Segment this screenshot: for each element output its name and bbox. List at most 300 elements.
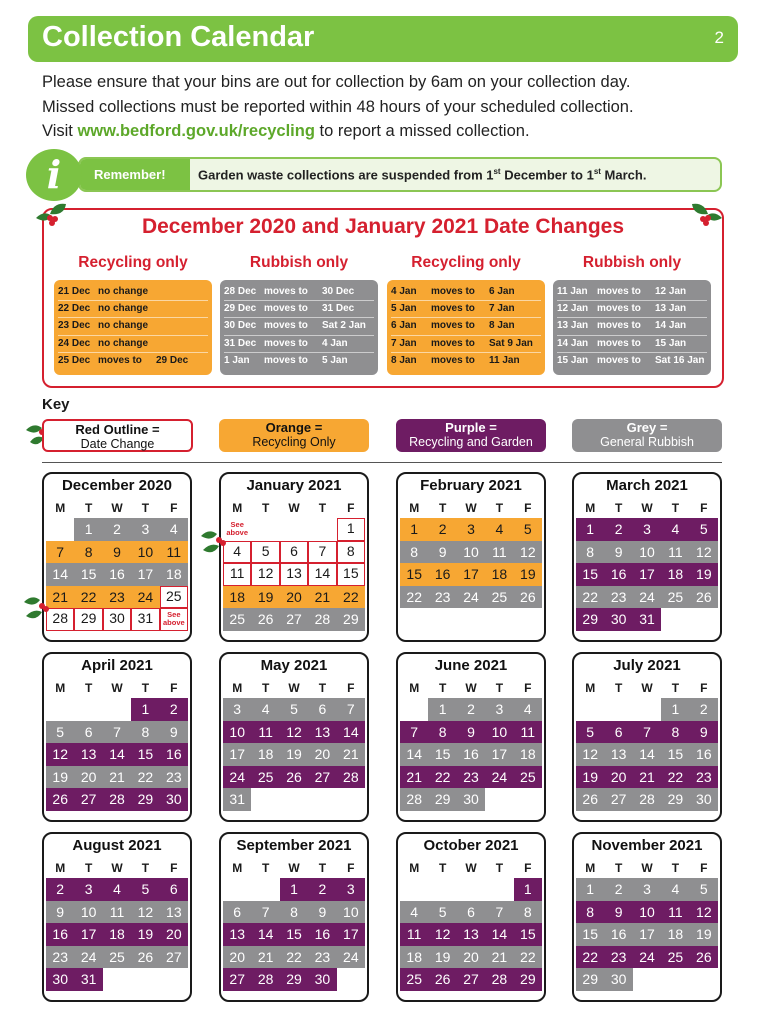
calendar-day: 13 bbox=[280, 563, 308, 586]
calendar-day: 23 bbox=[604, 946, 632, 969]
notice-text-2: December to 1 bbox=[500, 167, 594, 183]
calendar-day: 4 bbox=[160, 518, 188, 541]
calendar-day: 20 bbox=[280, 586, 308, 609]
calendar-day: 25 bbox=[661, 946, 689, 969]
calendar-day-empty bbox=[485, 878, 513, 901]
weekday-label: W bbox=[465, 681, 477, 695]
weekday-label: T bbox=[84, 501, 93, 515]
calendar-day: 1 bbox=[576, 878, 604, 901]
change-new: Sat 2 Jan bbox=[322, 320, 366, 332]
calendar-day: 22 bbox=[576, 946, 604, 969]
calendar-day: 11 bbox=[514, 721, 542, 744]
month-title: January 2021 bbox=[246, 477, 342, 494]
calendar-week bbox=[223, 946, 365, 969]
calendar-day: 28 bbox=[633, 788, 661, 811]
calendar-day: 30 bbox=[604, 968, 632, 991]
key-grey-desc: General Rubbish bbox=[600, 435, 694, 449]
key-recycling-garden bbox=[396, 419, 546, 452]
weekday-label: T bbox=[671, 501, 680, 515]
calendar-day: 22 bbox=[280, 946, 308, 969]
calendar-day-empty bbox=[103, 698, 131, 721]
change-row bbox=[557, 301, 707, 318]
calendar-day: 7 bbox=[103, 721, 131, 744]
calendar-day: 13 bbox=[604, 743, 632, 766]
calendar-day-empty bbox=[661, 968, 689, 991]
calendar-day: 31 bbox=[223, 788, 251, 811]
calendar-day: 12 bbox=[576, 743, 604, 766]
weekday-header bbox=[400, 858, 542, 878]
weekday-label: F bbox=[524, 501, 532, 515]
calendar-day: 27 bbox=[280, 608, 308, 631]
calendar-day: 29 bbox=[661, 788, 689, 811]
calendar-day: 1 bbox=[514, 878, 542, 901]
calendar-week bbox=[576, 541, 718, 564]
calendar-day: 13 bbox=[223, 923, 251, 946]
change-date: 30 Dec bbox=[224, 320, 257, 332]
calendar-week bbox=[223, 586, 365, 609]
weekday-label: T bbox=[141, 681, 150, 695]
calendar-day: 21 bbox=[485, 946, 513, 969]
calendar-day: 22 bbox=[337, 586, 365, 609]
calendar-week bbox=[576, 518, 718, 541]
calendar-day: 3 bbox=[223, 698, 251, 721]
change-row bbox=[391, 284, 541, 301]
calendar-day: 27 bbox=[160, 946, 188, 969]
weekday-label: M bbox=[585, 681, 596, 695]
calendar-day: 2 bbox=[604, 878, 632, 901]
weekday-header bbox=[223, 498, 365, 518]
calendar-day: 18 bbox=[160, 563, 188, 586]
change-new: 8 Jan bbox=[489, 320, 515, 332]
calendar-day: 2 bbox=[103, 518, 131, 541]
calendar-day: 6 bbox=[457, 901, 485, 924]
calendar-day: 15 bbox=[514, 923, 542, 946]
month-title: February 2021 bbox=[420, 477, 522, 494]
calendar-day: 14 bbox=[633, 743, 661, 766]
calendar-day: 27 bbox=[74, 788, 102, 811]
change-row bbox=[557, 318, 707, 335]
calendar-day: 30 bbox=[308, 968, 336, 991]
change-new: Sat 9 Jan bbox=[489, 337, 533, 349]
calendar-day: 24 bbox=[457, 586, 485, 609]
month-title: October 2021 bbox=[423, 837, 519, 854]
calendar-day-empty bbox=[400, 698, 428, 721]
calendar-day: 1 bbox=[661, 698, 689, 721]
calendar-day: 6 bbox=[604, 721, 632, 744]
calendar-day: 8 bbox=[661, 721, 689, 744]
change-new: 6 Jan bbox=[489, 286, 515, 297]
calendar-day: 17 bbox=[633, 563, 661, 586]
calendar-day: 11 bbox=[661, 901, 689, 924]
calendar-day: 5 bbox=[251, 541, 279, 564]
weekday-label: M bbox=[55, 861, 66, 875]
change-row bbox=[391, 318, 541, 335]
change-new: 11 Jan bbox=[489, 354, 520, 366]
calendar-day: 8 bbox=[337, 541, 365, 564]
calendar-week bbox=[223, 743, 365, 766]
calendar-day: 15 bbox=[428, 743, 456, 766]
calendar-day-empty bbox=[337, 968, 365, 991]
weekday-label: T bbox=[84, 681, 93, 695]
calendar-week bbox=[400, 541, 542, 564]
calendar-day: 12 bbox=[280, 721, 308, 744]
weekday-label: T bbox=[671, 861, 680, 875]
calendar-day: 27 bbox=[223, 968, 251, 991]
calendar-day-empty bbox=[690, 608, 718, 631]
change-new: 13 Jan bbox=[655, 303, 687, 315]
change-date: 25 Dec bbox=[58, 354, 91, 366]
weekday-label: M bbox=[409, 681, 420, 695]
calendar-week bbox=[400, 923, 542, 946]
holly-icon bbox=[20, 590, 60, 624]
weekday-label: T bbox=[261, 861, 270, 875]
calendar-day: 18 bbox=[485, 563, 513, 586]
calendar-day: 10 bbox=[633, 901, 661, 924]
calendar-day-empty bbox=[46, 698, 74, 721]
calendar-day-empty bbox=[308, 518, 336, 541]
month-title: September 2021 bbox=[236, 837, 352, 854]
weekday-label: W bbox=[641, 501, 653, 515]
calendar-week bbox=[223, 968, 365, 991]
calendar-day: 17 bbox=[74, 923, 102, 946]
calendar-week bbox=[400, 968, 542, 991]
change-date: 5 Jan bbox=[391, 303, 417, 315]
remember-text bbox=[198, 167, 646, 182]
month-title: August 2021 bbox=[72, 837, 162, 854]
calendar-day: 4 bbox=[103, 878, 131, 901]
calendar-day: 26 bbox=[690, 946, 718, 969]
weekday-label: F bbox=[170, 681, 178, 695]
intro-line-3 bbox=[42, 119, 742, 144]
calendar-day-empty bbox=[251, 788, 279, 811]
calendar-day: 22 bbox=[428, 766, 456, 789]
calendar-day: 2 bbox=[46, 878, 74, 901]
weekday-label: F bbox=[700, 681, 708, 695]
calendar-day: 18 bbox=[103, 923, 131, 946]
change-date: 8 Jan bbox=[391, 354, 417, 366]
calendar-day: 14 bbox=[400, 743, 428, 766]
calendar-day: 3 bbox=[337, 878, 365, 901]
calendar-week bbox=[46, 743, 188, 766]
calendar-week bbox=[576, 698, 718, 721]
calendar-week bbox=[46, 721, 188, 744]
change-action: moves to bbox=[597, 320, 641, 332]
calendar-day: 21 bbox=[337, 743, 365, 766]
weekday-label: T bbox=[614, 681, 623, 695]
change-date: 4 Jan bbox=[391, 286, 417, 297]
change-row bbox=[557, 336, 707, 353]
change-new: 30 Dec bbox=[322, 286, 355, 297]
calendar-day-empty bbox=[251, 518, 279, 541]
calendar-day: 16 bbox=[428, 563, 456, 586]
calendar-week bbox=[46, 766, 188, 789]
calendar-day: 8 bbox=[131, 721, 159, 744]
calendar-day: 7 bbox=[46, 541, 74, 564]
remember-label: Remember! bbox=[80, 159, 190, 190]
calendar-day: 22 bbox=[576, 586, 604, 609]
change-action: moves to bbox=[264, 303, 308, 315]
calendar-day: 7 bbox=[251, 901, 279, 924]
change-date: 13 Jan bbox=[557, 320, 589, 332]
calendar-day: 29 bbox=[74, 608, 102, 631]
weekday-header bbox=[400, 678, 542, 698]
calendar-day: 2 bbox=[428, 518, 456, 541]
calendar-day: 16 bbox=[604, 923, 632, 946]
calendar-day: 20 bbox=[308, 743, 336, 766]
calendar-day: 16 bbox=[457, 743, 485, 766]
calendar-day: 3 bbox=[74, 878, 102, 901]
weekday-label: F bbox=[347, 861, 355, 875]
month-calendar bbox=[396, 472, 546, 642]
calendar-day: 13 bbox=[457, 923, 485, 946]
calendar-day: 11 bbox=[400, 923, 428, 946]
change-action: moves to bbox=[431, 286, 475, 297]
calendar-day: 20 bbox=[74, 766, 102, 789]
calendar-day: 13 bbox=[160, 901, 188, 924]
notice-sup-2: st bbox=[593, 167, 601, 176]
change-action: no change bbox=[98, 320, 149, 332]
calendar-day-empty bbox=[633, 698, 661, 721]
intro-line-3-suffix: to report a missed collection. bbox=[314, 122, 530, 140]
calendar-day: 24 bbox=[337, 946, 365, 969]
change-action: moves to bbox=[264, 320, 308, 332]
change-date: 11 Jan bbox=[557, 286, 588, 297]
calendar-day: 5 bbox=[690, 878, 718, 901]
calendar-day: 7 bbox=[633, 721, 661, 744]
change-row bbox=[58, 284, 208, 301]
calendar-day: 26 bbox=[46, 788, 74, 811]
calendar-day-empty bbox=[280, 518, 308, 541]
date-changes-title: December 2020 and January 2021 Date Changes bbox=[141, 215, 625, 238]
weekday-label: F bbox=[170, 861, 178, 875]
change-column-heading: Recycling only bbox=[411, 254, 521, 271]
calendar-day: 9 bbox=[428, 541, 456, 564]
key-orange-title: Orange = bbox=[265, 420, 323, 435]
weekday-header bbox=[46, 498, 188, 518]
calendar-day: 21 bbox=[103, 766, 131, 789]
change-action: moves to bbox=[597, 354, 641, 366]
divider bbox=[42, 462, 722, 463]
month-title: July 2021 bbox=[613, 657, 681, 674]
calendar-day: 10 bbox=[131, 541, 159, 564]
calendar-day: 19 bbox=[251, 586, 279, 609]
calendar-day: 27 bbox=[604, 788, 632, 811]
calendar-day: 5 bbox=[46, 721, 74, 744]
calendar-day: 19 bbox=[576, 766, 604, 789]
calendar-day: 25 bbox=[223, 608, 251, 631]
change-new: Sat 16 Jan bbox=[655, 354, 705, 366]
calendar-day-empty bbox=[514, 788, 542, 811]
change-column-box bbox=[54, 280, 212, 375]
calendar-day: 8 bbox=[576, 541, 604, 564]
change-date: 6 Jan bbox=[391, 320, 417, 332]
change-new: 4 Jan bbox=[322, 337, 348, 349]
calendar-day: 21 bbox=[633, 766, 661, 789]
key-title: Key bbox=[42, 396, 70, 413]
calendar-day: 2 bbox=[604, 518, 632, 541]
weekday-label: T bbox=[318, 501, 327, 515]
calendar-week bbox=[46, 968, 188, 991]
calendar-week bbox=[576, 743, 718, 766]
calendar-week bbox=[223, 563, 365, 586]
change-action: moves to bbox=[98, 354, 142, 366]
holly-icon bbox=[197, 524, 237, 558]
calendar-day-empty bbox=[74, 698, 102, 721]
calendar-day: 3 bbox=[457, 518, 485, 541]
calendar-day: 26 bbox=[514, 586, 542, 609]
change-row bbox=[58, 318, 208, 335]
month-calendar bbox=[219, 652, 369, 822]
calendar-day: 13 bbox=[74, 743, 102, 766]
change-action: moves to bbox=[431, 354, 475, 366]
calendar-day: 19 bbox=[131, 923, 159, 946]
change-action: no change bbox=[98, 303, 149, 315]
calendar-day: 20 bbox=[223, 946, 251, 969]
calendar-day: 27 bbox=[457, 968, 485, 991]
change-date: 28 Dec bbox=[224, 286, 257, 297]
change-new bbox=[156, 336, 208, 352]
change-row bbox=[391, 353, 541, 370]
weekday-label: T bbox=[261, 501, 270, 515]
month-title: June 2021 bbox=[434, 657, 508, 674]
calendar-day: 22 bbox=[661, 766, 689, 789]
change-action: moves to bbox=[597, 286, 641, 297]
calendar-day: 5 bbox=[280, 698, 308, 721]
calendar-day: 16 bbox=[103, 563, 131, 586]
calendar-day: 5 bbox=[576, 721, 604, 744]
change-row bbox=[224, 284, 374, 301]
month-title: December 2020 bbox=[61, 477, 173, 494]
weekday-header bbox=[576, 678, 718, 698]
calendar-day: 29 bbox=[576, 968, 604, 991]
intro-text bbox=[42, 70, 742, 144]
calendar-week bbox=[400, 878, 542, 901]
calendar-week bbox=[223, 698, 365, 721]
calendar-day: 30 bbox=[457, 788, 485, 811]
calendar-day: 4 bbox=[223, 541, 251, 564]
calendar-week bbox=[576, 563, 718, 586]
weekday-label: M bbox=[232, 861, 243, 875]
calendar-day: 18 bbox=[661, 563, 689, 586]
key-grey-title: Grey = bbox=[626, 420, 668, 435]
calendar-week bbox=[46, 946, 188, 969]
calendar-day: 10 bbox=[337, 901, 365, 924]
key-general-rubbish bbox=[572, 419, 722, 452]
change-action: moves to bbox=[431, 320, 475, 332]
calendar-week bbox=[223, 541, 365, 564]
change-new bbox=[156, 318, 208, 334]
intro-line-3-prefix: Visit bbox=[42, 122, 78, 140]
key-date-change bbox=[42, 419, 193, 452]
calendar-day: 4 bbox=[514, 698, 542, 721]
calendar-day: 1 bbox=[280, 878, 308, 901]
calendar-day: 9 bbox=[457, 721, 485, 744]
change-action: no change bbox=[98, 337, 149, 349]
calendar-day: 28 bbox=[337, 766, 365, 789]
calendar-day: 17 bbox=[457, 563, 485, 586]
calendar-week bbox=[576, 923, 718, 946]
calendar-day: 29 bbox=[428, 788, 456, 811]
calendar-day-empty bbox=[251, 878, 279, 901]
calendar-day: 3 bbox=[633, 878, 661, 901]
calendar-day: 23 bbox=[428, 586, 456, 609]
weekday-label: T bbox=[495, 681, 504, 695]
calendar-day: 31 bbox=[633, 608, 661, 631]
month-title: March 2021 bbox=[606, 477, 688, 494]
recycling-link[interactable]: www.bedford.gov.uk/recycling bbox=[77, 122, 315, 140]
calendar-day: 24 bbox=[74, 946, 102, 969]
change-action: moves to bbox=[431, 337, 475, 349]
notice-sup-1: st bbox=[493, 167, 501, 176]
calendar-day: 17 bbox=[131, 563, 159, 586]
calendar-day: 2 bbox=[160, 698, 188, 721]
change-new: 7 Jan bbox=[489, 303, 515, 315]
holly-icon bbox=[32, 198, 72, 232]
calendar-day: 24 bbox=[633, 586, 661, 609]
calendar-day: 25 bbox=[514, 766, 542, 789]
calendar-week bbox=[576, 766, 718, 789]
intro-line-1: Please ensure that your bins are out for collection by 6am on your collection day. bbox=[42, 73, 631, 91]
change-row bbox=[557, 353, 707, 370]
change-row bbox=[224, 318, 374, 335]
weekday-label: T bbox=[318, 681, 327, 695]
calendar-day-empty bbox=[690, 968, 718, 991]
change-row bbox=[58, 301, 208, 318]
weekday-label: M bbox=[55, 681, 66, 695]
calendar-day: 8 bbox=[514, 901, 542, 924]
calendar-day: 26 bbox=[131, 946, 159, 969]
weekday-label: F bbox=[524, 861, 532, 875]
calendar-day: 9 bbox=[604, 901, 632, 924]
calendar-day: 9 bbox=[46, 901, 74, 924]
calendar-day: 26 bbox=[251, 608, 279, 631]
change-date: 12 Jan bbox=[557, 303, 589, 315]
calendar-day: 27 bbox=[308, 766, 336, 789]
month-calendar bbox=[396, 652, 546, 822]
calendar-day: 4 bbox=[661, 518, 689, 541]
calendar-day: 11 bbox=[223, 563, 251, 586]
change-new bbox=[156, 301, 208, 317]
weekday-label: W bbox=[641, 861, 653, 875]
calendar-day: 19 bbox=[46, 766, 74, 789]
calendar-day: 17 bbox=[223, 743, 251, 766]
calendar-day-empty bbox=[103, 968, 131, 991]
calendar-week bbox=[223, 878, 365, 901]
weekday-label: M bbox=[232, 681, 243, 695]
calendar-day-empty bbox=[131, 968, 159, 991]
weekday-label: W bbox=[288, 681, 300, 695]
calendar-day: 2 bbox=[308, 878, 336, 901]
calendar-day: 28 bbox=[485, 968, 513, 991]
remember-notice bbox=[78, 157, 722, 192]
calendar-day: 26 bbox=[576, 788, 604, 811]
calendar-day: 12 bbox=[131, 901, 159, 924]
calendar-day-empty bbox=[428, 878, 456, 901]
weekday-label: F bbox=[700, 501, 708, 515]
calendar-day: 12 bbox=[46, 743, 74, 766]
calendar-week bbox=[576, 788, 718, 811]
calendar-week bbox=[46, 698, 188, 721]
key-purple-desc: Recycling and Garden bbox=[409, 435, 533, 449]
weekday-label: W bbox=[288, 861, 300, 875]
weekday-label: T bbox=[261, 681, 270, 695]
weekday-label: T bbox=[614, 501, 623, 515]
calendar-week bbox=[400, 563, 542, 586]
calendar-day: 19 bbox=[280, 743, 308, 766]
calendar-week bbox=[223, 721, 365, 744]
weekday-label: W bbox=[111, 861, 123, 875]
page-title: Collection Calendar bbox=[42, 21, 315, 53]
